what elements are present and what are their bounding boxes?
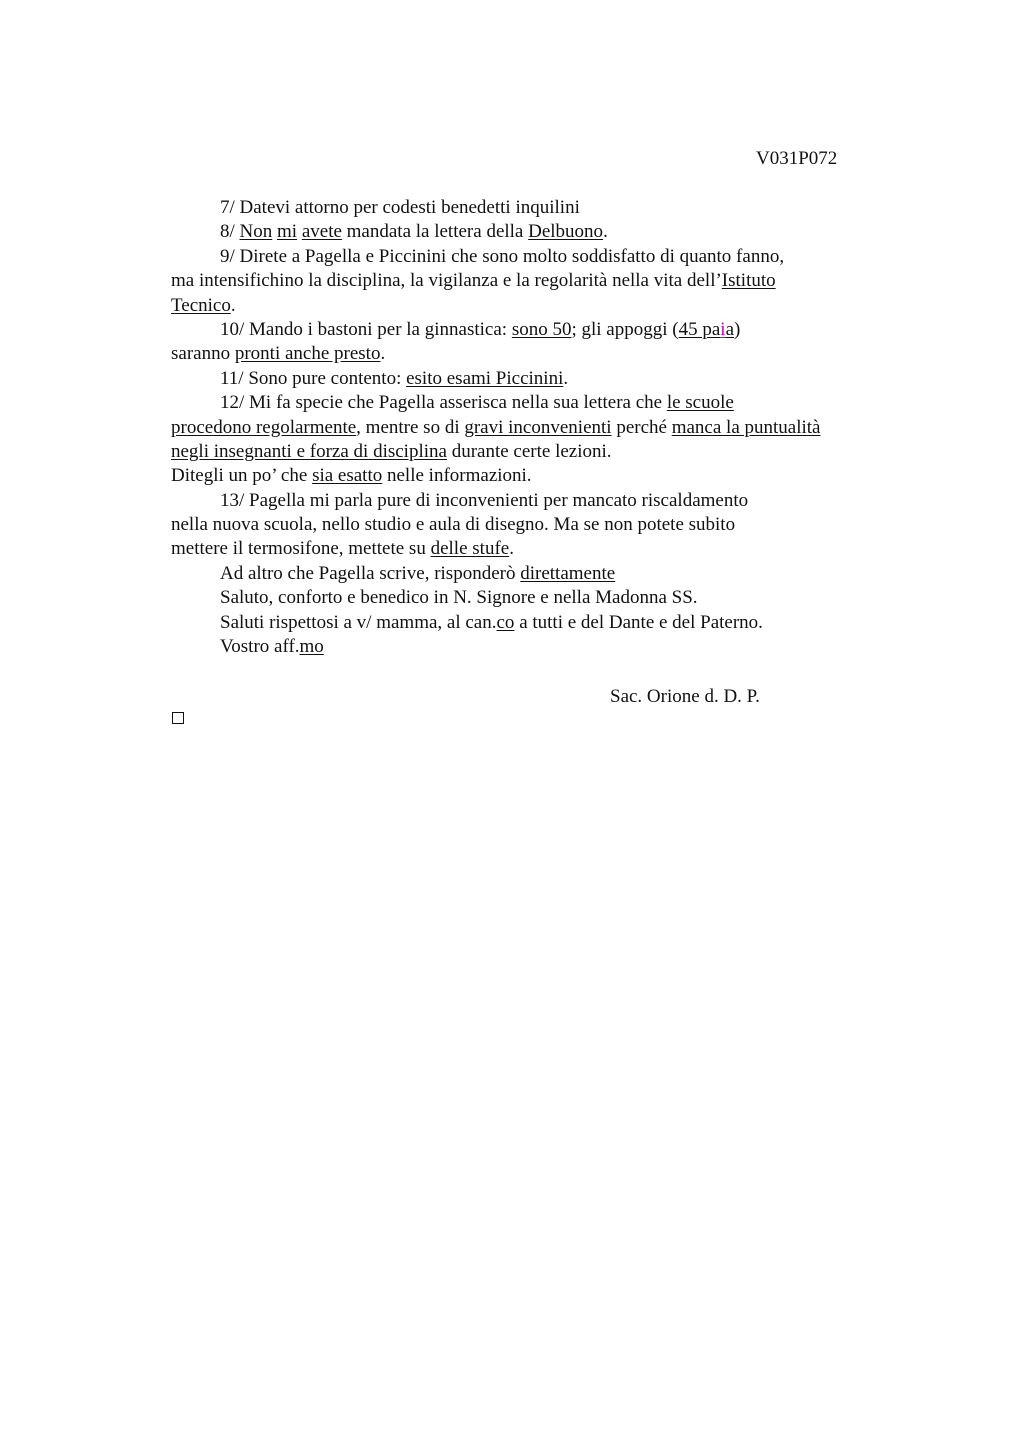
text-line: [171, 537, 891, 561]
text-span: nella nuova scuola, nello studio e aula di disegno. Ma se non potete subito: [171, 514, 736, 536]
signature: Sac. Orione d. D. P.: [610, 686, 760, 707]
text-line: [171, 416, 891, 440]
text-span: Ditegli un po’ che: [171, 465, 313, 487]
text-line: [171, 464, 891, 488]
text-line: [171, 196, 891, 220]
text-span: Saluto, conforto e benedico in N. Signore e nella Madonna SS.: [220, 587, 698, 609]
text-span: durante certe lezioni.: [446, 440, 612, 462]
underlined-text: Delbuono: [528, 221, 604, 243]
text-span: mettere il termosifone, mettete su: [171, 538, 431, 560]
text-span: 10/ Mando i bastoni per la ginnastica:: [220, 318, 512, 340]
text-span: .: [563, 367, 569, 389]
text-span: Saluti rispettosi a v/ mamma, al can.: [220, 611, 497, 633]
underlined-text: a: [725, 318, 735, 340]
text-span: perché: [611, 416, 672, 438]
text-line: [171, 245, 891, 269]
text-line: [171, 294, 891, 318]
underlined-text: manca la puntualità: [671, 416, 821, 438]
text-line: [171, 635, 891, 659]
underlined-text: mo: [299, 636, 324, 658]
text-span: 9/ Direte a Pagella e Piccinini che sono molto soddisfatto di quanto fanno,: [220, 245, 785, 267]
letter-body: [171, 196, 891, 659]
text-line: [171, 586, 891, 610]
underlined-text: procedono regolarmente: [171, 416, 357, 438]
underlined-text: negli insegnanti e forza di disciplina: [171, 440, 447, 462]
text-span: , mentre so di: [356, 416, 465, 438]
underlined-text: pronti anche presto: [234, 343, 381, 365]
text-span: 7/ Datevi attorno per codesti benedetti inquilini: [220, 197, 580, 218]
empty-checkbox-icon: [172, 712, 184, 724]
text-line: [171, 440, 891, 464]
underlined-text: gravi inconvenienti: [464, 416, 612, 438]
text-line: [171, 342, 891, 366]
text-span: Vostro aff.: [220, 636, 300, 658]
text-span: 12/ Mi fa specie che Pagella asserisca nella sua lettera che: [220, 392, 667, 414]
text-line: [171, 562, 891, 586]
underlined-text: Non: [239, 221, 273, 243]
text-span: .: [509, 538, 514, 560]
text-line: [171, 269, 891, 293]
underlined-text: mi: [277, 221, 298, 243]
text-line: [171, 367, 891, 391]
text-line: [171, 513, 891, 537]
text-span: 11/ Sono pure contento:: [220, 367, 407, 389]
underlined-text: sia esatto: [312, 465, 383, 487]
text-line: [171, 220, 891, 244]
text-span: a tutti e del Dante e del Paterno.: [514, 611, 763, 633]
underlined-text: esito esami Piccinini: [406, 367, 564, 389]
underlined-text: i: [720, 318, 726, 340]
underlined-text: le scuole: [666, 392, 734, 414]
text-span: .: [230, 294, 236, 316]
underlined-text: 45 pa: [678, 318, 721, 340]
text-span: Ad altro che Pagella scrive, risponderò: [220, 562, 521, 584]
text-span: ): [734, 318, 741, 340]
text-line: [171, 391, 891, 415]
text-line: [171, 318, 891, 342]
text-span: ; gli appoggi (: [571, 318, 679, 340]
underlined-text: Istituto: [721, 270, 776, 292]
text-line: [171, 489, 891, 513]
text-span: mandata la lettera della: [341, 221, 529, 243]
underlined-text: Tecnico: [171, 294, 231, 316]
text-span: .: [380, 343, 386, 365]
text-span: ma intensifichino la disciplina, la vigilanza e la regolarità nella vita dell’: [171, 270, 722, 292]
underlined-text: sono 50: [511, 318, 572, 340]
text-span: nelle informazioni.: [382, 465, 532, 487]
underlined-text: avete: [301, 221, 342, 243]
text-span: saranno: [171, 343, 235, 365]
underlined-text: direttamente: [520, 562, 616, 584]
text-span: 8/: [220, 221, 240, 243]
text-span: 13/ Pagella mi parla pure di inconvenienti per mancato riscaldamento: [220, 489, 749, 511]
text-span: .: [603, 221, 608, 243]
underlined-text: delle stufe: [430, 538, 510, 560]
text-line: [171, 611, 891, 635]
underlined-text: co: [496, 611, 515, 633]
document-code: V031P072: [756, 148, 838, 169]
